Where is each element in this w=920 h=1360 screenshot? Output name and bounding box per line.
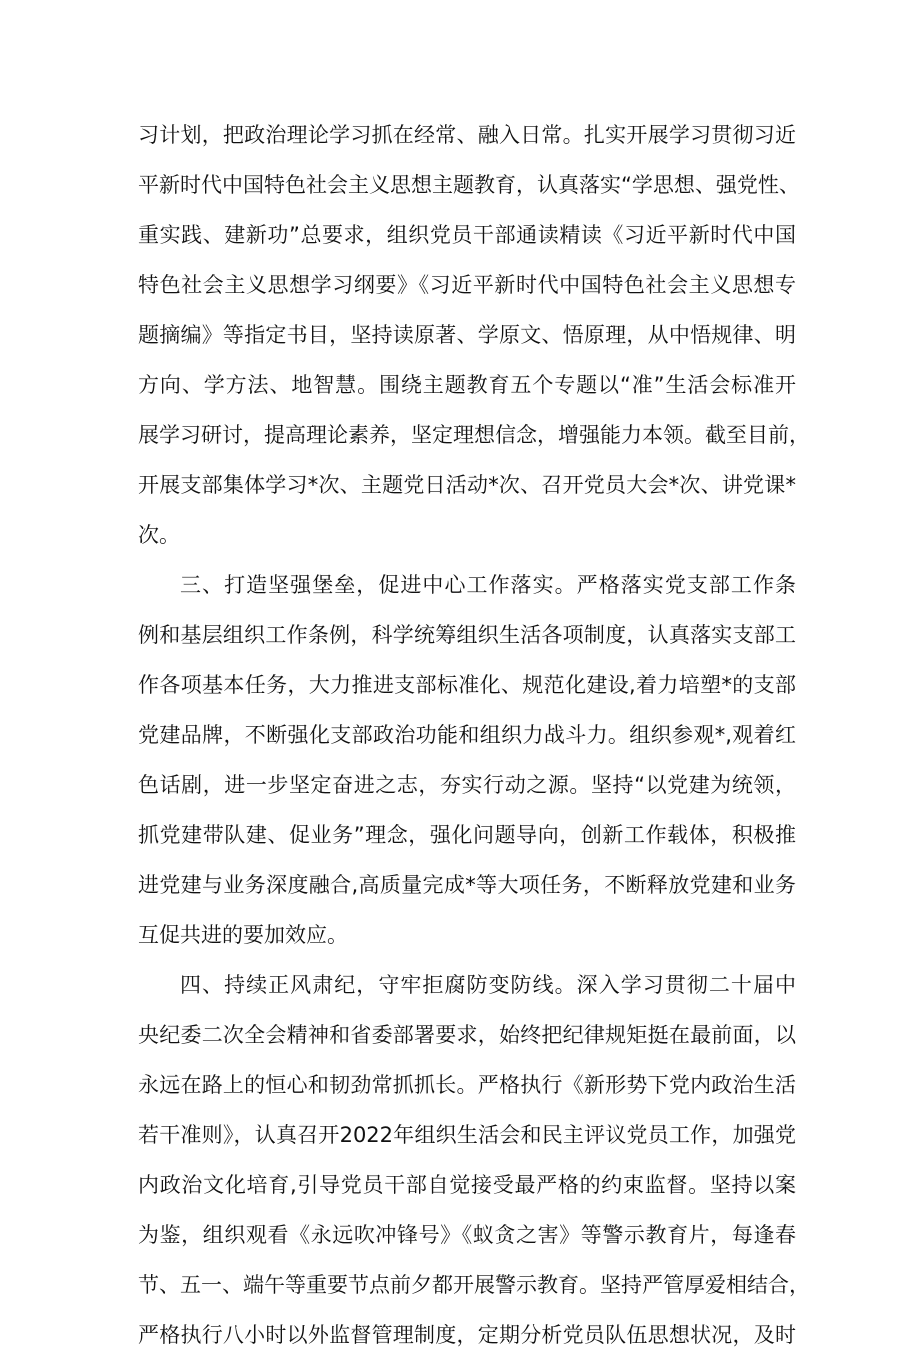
text-line: 开展支部集体学习*次、主题党日活动*次、召开党员大会*次、讲党课* (138, 473, 796, 497)
text-line: 永远在路上的恒心和韧劲常抓抓长。严格执行《新形势下党内政治生活 (138, 1073, 796, 1097)
text-line: 进党建与业务深度融合,高质量完成*等大项任务，不断释放党建和业务 (138, 873, 796, 897)
text-line: 色话剧，进一步坚定奋进之志，夯实行动之源。坚持“以党建为统领， (138, 773, 796, 797)
paragraph-heading-line: 三、打造坚强堡垒，促进中心工作落实。严格落实党支部工作条 (180, 573, 796, 597)
text-line: 次。 (138, 523, 180, 547)
text-line: 方向、学方法、地智慧。围绕主题教育五个专题以“准”生活会标准开 (138, 373, 796, 397)
paragraph-study-plan (138, 110, 810, 560)
text-line: 习计划，把政治理论学习抓在经常、融入日常。扎实开展学习贯彻习近 (138, 123, 796, 147)
text-line: 重实践、建新功”总要求，组织党员干部通读精读《习近平新时代中国 (138, 223, 796, 247)
text-line: 央纪委二次全会精神和省委部署要求，始终把纪律规矩挺在最前面，以 (138, 1023, 796, 1047)
text-line: 作各项基本任务，大力推进支部标准化、规范化建设,着力培塑*的支部 (138, 673, 796, 697)
text-line: 若干准则》，认真召开2022年组织生活会和民主评议党员工作，加强党 (138, 1123, 796, 1147)
text-line: 抓党建带队建、促业务”理念，强化问题导向，创新工作载体，积极推 (138, 823, 796, 847)
paragraph-discipline (138, 960, 810, 1360)
text-line: 例和基层组织工作条例，科学统筹组织生活各项制度，认真落实支部工 (138, 623, 796, 647)
text-line: 展学习研讨，提高理论素养，坚定理想信念，增强能力本领。截至目前， (138, 423, 810, 447)
paragraph-heading-line: 四、持续正风肃纪，守牢拒腐防变防线。深入学习贯彻二十届中 (180, 973, 796, 997)
text-line: 严格执行八小时以外监督管理制度，定期分析党员队伍思想状况，及时 (138, 1323, 796, 1347)
text-line: 题摘编》等指定书目，坚持读原著、学原文、悟原理，从中悟规律、明 (138, 323, 796, 347)
text-line: 互促共进的要加效应。 (138, 923, 348, 947)
text-line: 内政治文化培育,引导党员干部自觉接受最严格的约束监督。坚持以案 (138, 1173, 796, 1197)
text-line: 党建品牌，不断强化支部政治功能和组织力战斗力。组织参观*,观着红 (138, 723, 796, 747)
text-line: 特色社会主义思想学习纲要》《习近平新时代中国特色社会主义思想专 (138, 273, 796, 297)
text-line: 为鉴，组织观看《永远吹冲锋号》《蚁贪之害》等警示教育片，每逢春 (138, 1223, 796, 1247)
text-line: 平新时代中国特色社会主义思想主题教育，认真落实“学思想、强党性、 (138, 173, 800, 197)
text-line: 节、五一、端午等重要节点前夕都开展警示教育。坚持严管厚爱相结合， (138, 1273, 810, 1297)
document-body (138, 110, 810, 1360)
paragraph-fortress (138, 560, 796, 960)
